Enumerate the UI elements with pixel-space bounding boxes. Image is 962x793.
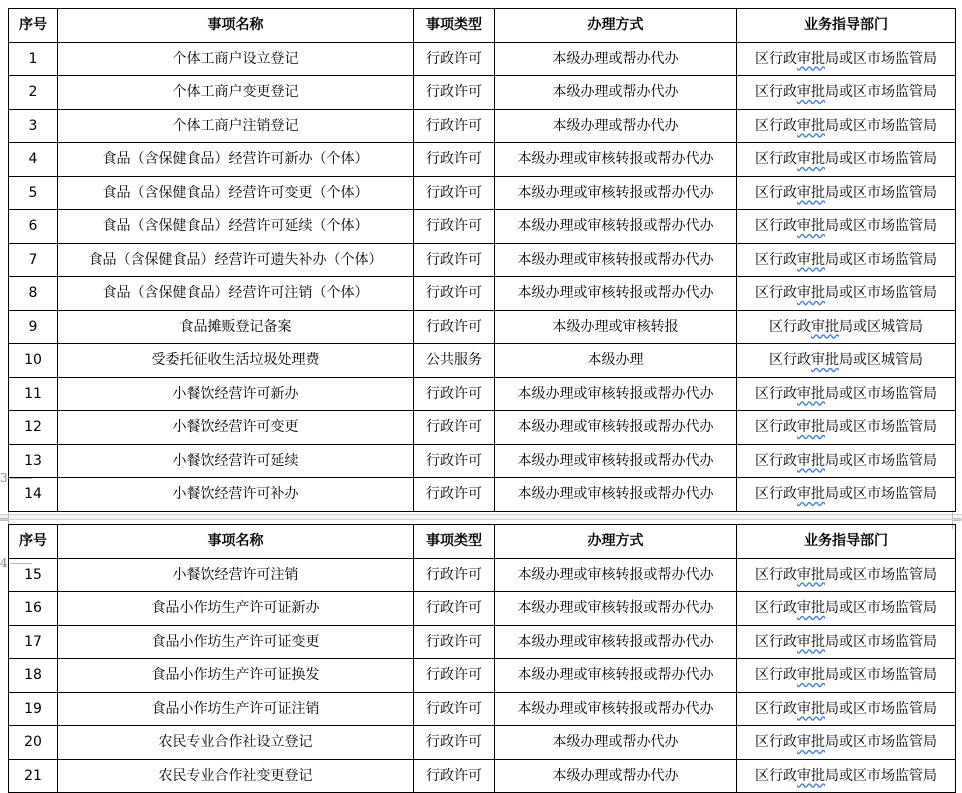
handling-method-cell: 本级办理或审核转报或帮办代办 [495,377,737,411]
dept-text-b: 局或区市场监管局 [825,419,937,436]
serial-cell: 17 [9,625,58,659]
handling-method-cell: 本级办理或审核转报 [495,310,737,344]
dept-text-a: 区行政 [755,767,797,784]
dept-text-a: 区行政 [755,566,797,583]
table-row [9,344,956,378]
item-name-cell: 食品小作坊生产许可证新办 [58,592,414,626]
dept-text-b: 局或区市场监管局 [825,700,937,717]
item-name-cell: 农民专业合作社变更登记 [58,759,414,793]
serial-cell: 9 [9,310,58,344]
item-name-cell: 受委托征收生活垃圾处理费 [58,344,414,378]
table-row [9,143,956,177]
serial-cell: 11 [9,377,58,411]
table-row [9,625,956,659]
guidance-dept-cell [737,625,956,659]
item-name-cell: 小餐饮经营许可变更 [58,411,414,445]
serial-cell: 6 [9,210,58,244]
dept-text-underlined: 审批 [797,667,825,684]
dept-text-a: 区行政 [755,117,797,134]
dept-text-underlined: 审批 [811,352,839,369]
item-type-cell: 行政许可 [414,377,495,411]
guidance-dept-cell [737,411,956,445]
serial-cell: 4 [9,143,58,177]
table-row [9,444,956,478]
dept-text-underlined: 审批 [797,700,825,717]
handling-method-cell: 本级办理或审核转报或帮办代办 [495,411,737,445]
serial-cell: 19 [9,692,58,726]
dept-text-underlined: 审批 [797,486,825,503]
guidance-dept-cell [737,592,956,626]
dept-text-a: 区行政 [755,486,797,503]
item-type-cell: 行政许可 [414,625,495,659]
dept-text-b: 局或区市场监管局 [825,117,937,134]
guidance-dept-cell [737,692,956,726]
guidance-dept-cell [737,277,956,311]
service-items-table-page-1 [8,8,956,512]
dept-text-b: 局或区市场监管局 [825,184,937,201]
handling-method-cell: 本级办理或审核转报或帮办代办 [495,143,737,177]
table-row [9,558,956,592]
item-type-cell: 行政许可 [414,243,495,277]
dept-text-underlined: 审批 [797,218,825,235]
dept-text-underlined: 审批 [797,184,825,201]
handling-method-cell: 本级办理或审核转报或帮办代办 [495,444,737,478]
guidance-dept-cell [737,659,956,693]
serial-cell: 21 [9,759,58,793]
serial-cell: 14 [9,478,58,512]
guidance-dept-cell [737,558,956,592]
table-row [9,76,956,110]
table-row [9,659,956,693]
item-name-cell: 食品小作坊生产许可证注销 [58,692,414,726]
item-name-cell: 小餐饮经营许可补办 [58,478,414,512]
item-name-cell: 农民专业合作社设立登记 [58,726,414,760]
item-type-cell: 行政许可 [414,176,495,210]
dept-text-a: 区行政 [755,700,797,717]
handling-method-cell: 本级办理 [495,344,737,378]
dept-text-underlined: 审批 [797,84,825,101]
table-row [9,310,956,344]
guidance-dept-cell [737,109,956,143]
header-guidance-dept: 业务指导部门 [737,9,956,43]
guidance-dept-cell [737,42,956,76]
handling-method-cell: 本级办理或审核转报或帮办代办 [495,210,737,244]
dept-text-b: 局或区市场监管局 [825,667,937,684]
guidance-dept-cell [737,759,956,793]
dept-text-underlined: 审批 [797,385,825,402]
dept-text-b: 局或区市场监管局 [825,218,937,235]
dept-text-underlined: 审批 [797,566,825,583]
dept-text-b: 局或区市场监管局 [825,566,937,583]
handling-method-cell: 本级办理或帮办代办 [495,759,737,793]
serial-cell: 20 [9,726,58,760]
handling-method-cell: 本级办理或审核转报或帮办代办 [495,176,737,210]
handling-method-cell: 本级办理或审核转报或帮办代办 [495,592,737,626]
guidance-dept-cell [737,444,956,478]
serial-cell: 10 [9,344,58,378]
serial-cell: 15 [9,558,58,592]
item-type-cell: 行政许可 [414,42,495,76]
handling-method-cell: 本级办理或审核转报或帮办代办 [495,277,737,311]
dept-text-underlined: 审批 [797,419,825,436]
table-row [9,176,956,210]
header-item-type: 事项类型 [414,9,495,43]
table-row [9,759,956,793]
dept-text-underlined: 审批 [797,734,825,751]
dept-text-b: 局或区城管局 [839,318,923,335]
item-type-cell: 行政许可 [414,659,495,693]
serial-cell: 18 [9,659,58,693]
dept-text-b: 局或区市场监管局 [825,50,937,67]
handling-method-cell: 本级办理或审核转报或帮办代办 [495,659,737,693]
item-name-cell: 小餐饮经营许可注销 [58,558,414,592]
dept-text-underlined: 审批 [811,318,839,335]
dept-text-a: 区行政 [755,251,797,268]
guidance-dept-cell [737,310,956,344]
table-row [9,592,956,626]
dept-text-b: 局或区市场监管局 [825,251,937,268]
dept-text-a: 区行政 [769,318,811,335]
item-type-cell: 行政许可 [414,210,495,244]
serial-cell: 1 [9,42,58,76]
dept-text-a: 区行政 [755,84,797,101]
table-row [9,726,956,760]
dept-text-underlined: 审批 [797,285,825,302]
dept-text-underlined: 审批 [797,151,825,168]
dept-text-b: 局或区市场监管局 [825,486,937,503]
item-type-cell: 行政许可 [414,692,495,726]
item-type-cell: 行政许可 [414,109,495,143]
table-header-row [9,525,956,559]
dept-text-b: 局或区市场监管局 [825,84,937,101]
serial-cell: 2 [9,76,58,110]
header-item-name: 事项名称 [58,9,414,43]
dept-text-underlined: 审批 [797,600,825,617]
guidance-dept-cell [737,243,956,277]
margin-mark-4: 4 [0,556,32,570]
dept-text-underlined: 审批 [797,251,825,268]
table-row [9,277,956,311]
dept-text-a: 区行政 [755,385,797,402]
serial-cell: 3 [9,109,58,143]
dept-text-a: 区行政 [755,734,797,751]
dept-text-b: 局或区市场监管局 [825,600,937,617]
dept-text-a: 区行政 [769,352,811,369]
table-body [9,42,956,511]
item-name-cell: 食品（含保健食品）经营许可变更（个体） [58,176,414,210]
dept-text-b: 局或区市场监管局 [825,285,937,302]
item-type-cell: 行政许可 [414,76,495,110]
handling-method-cell: 本级办理或审核转报或帮办代办 [495,558,737,592]
item-type-cell: 公共服务 [414,344,495,378]
item-name-cell: 小餐饮经营许可延续 [58,444,414,478]
dept-text-b: 局或区市场监管局 [825,767,937,784]
handling-method-cell: 本级办理或帮办代办 [495,109,737,143]
header-serial: 序号 [9,525,58,559]
margin-mark-3: 3 [0,471,32,485]
dept-text-a: 区行政 [755,151,797,168]
item-name-cell: 食品（含保健食品）经营许可遗失补办（个体） [58,243,414,277]
table-row [9,692,956,726]
guidance-dept-cell [737,143,956,177]
header-handling-method: 办理方式 [495,9,737,43]
item-type-cell: 行政许可 [414,143,495,177]
dept-text-a: 区行政 [755,600,797,617]
item-type-cell: 行政许可 [414,592,495,626]
item-type-cell: 行政许可 [414,558,495,592]
table-row [9,478,956,512]
dept-text-b: 局或区市场监管局 [825,633,937,650]
item-name-cell: 食品小作坊生产许可证变更 [58,625,414,659]
dept-text-b: 局或区市场监管局 [825,452,937,469]
header-serial: 序号 [9,9,58,43]
guidance-dept-cell [737,344,956,378]
guidance-dept-cell [737,210,956,244]
handling-method-cell: 本级办理或审核转报或帮办代办 [495,692,737,726]
dept-text-a: 区行政 [755,419,797,436]
handling-method-cell: 本级办理或审核转报或帮办代办 [495,243,737,277]
item-name-cell: 食品（含保健食品）经营许可注销（个体） [58,277,414,311]
header-handling-method: 办理方式 [495,525,737,559]
serial-cell: 12 [9,411,58,445]
dept-text-a: 区行政 [755,50,797,67]
guidance-dept-cell [737,478,956,512]
serial-cell: 8 [9,277,58,311]
handling-method-cell: 本级办理或审核转报或帮办代办 [495,625,737,659]
table-row [9,377,956,411]
item-name-cell: 食品摊贩登记备案 [58,310,414,344]
item-name-cell: 食品（含保健食品）经营许可新办（个体） [58,143,414,177]
guidance-dept-cell [737,726,956,760]
item-type-cell: 行政许可 [414,277,495,311]
dept-text-a: 区行政 [755,452,797,469]
table-header-row [9,9,956,43]
guidance-dept-cell [737,76,956,110]
dept-text-underlined: 审批 [797,767,825,784]
serial-cell: 13 [9,444,58,478]
dept-text-a: 区行政 [755,184,797,201]
guidance-dept-cell [737,176,956,210]
table-row [9,411,956,445]
item-type-cell: 行政许可 [414,310,495,344]
guidance-dept-cell [737,377,956,411]
dept-text-a: 区行政 [755,633,797,650]
handling-method-cell: 本级办理或帮办代办 [495,42,737,76]
page-break [0,514,962,520]
item-type-cell: 行政许可 [414,759,495,793]
item-name-cell: 食品小作坊生产许可证换发 [58,659,414,693]
table-row [9,42,956,76]
table-row [9,109,956,143]
item-name-cell: 个体工商户设立登记 [58,42,414,76]
serial-cell: 5 [9,176,58,210]
dept-text-a: 区行政 [755,667,797,684]
dept-text-underlined: 审批 [797,452,825,469]
dept-text-underlined: 审批 [797,633,825,650]
dept-text-underlined: 审批 [797,117,825,134]
item-type-cell: 行政许可 [414,726,495,760]
item-name-cell: 个体工商户变更登记 [58,76,414,110]
dept-text-b: 局或区市场监管局 [825,151,937,168]
header-guidance-dept: 业务指导部门 [737,525,956,559]
header-item-name: 事项名称 [58,525,414,559]
item-type-cell: 行政许可 [414,411,495,445]
dept-text-underlined: 审批 [797,50,825,67]
handling-method-cell: 本级办理或审核转报或帮办代办 [495,478,737,512]
handling-method-cell: 本级办理或帮办代办 [495,726,737,760]
item-name-cell: 食品（含保健食品）经营许可延续（个体） [58,210,414,244]
item-type-cell: 行政许可 [414,478,495,512]
table-row [9,243,956,277]
dept-text-a: 区行政 [755,285,797,302]
serial-cell: 7 [9,243,58,277]
dept-text-a: 区行政 [755,218,797,235]
serial-cell: 16 [9,592,58,626]
item-type-cell: 行政许可 [414,444,495,478]
table-row [9,210,956,244]
item-name-cell: 个体工商户注销登记 [58,109,414,143]
header-item-type: 事项类型 [414,525,495,559]
dept-text-b: 局或区城管局 [839,352,923,369]
item-name-cell: 小餐饮经营许可新办 [58,377,414,411]
handling-method-cell: 本级办理或帮办代办 [495,76,737,110]
dept-text-b: 局或区市场监管局 [825,385,937,402]
service-items-table-page-2 [8,524,956,793]
dept-text-b: 局或区市场监管局 [825,734,937,751]
table-body [9,558,956,793]
